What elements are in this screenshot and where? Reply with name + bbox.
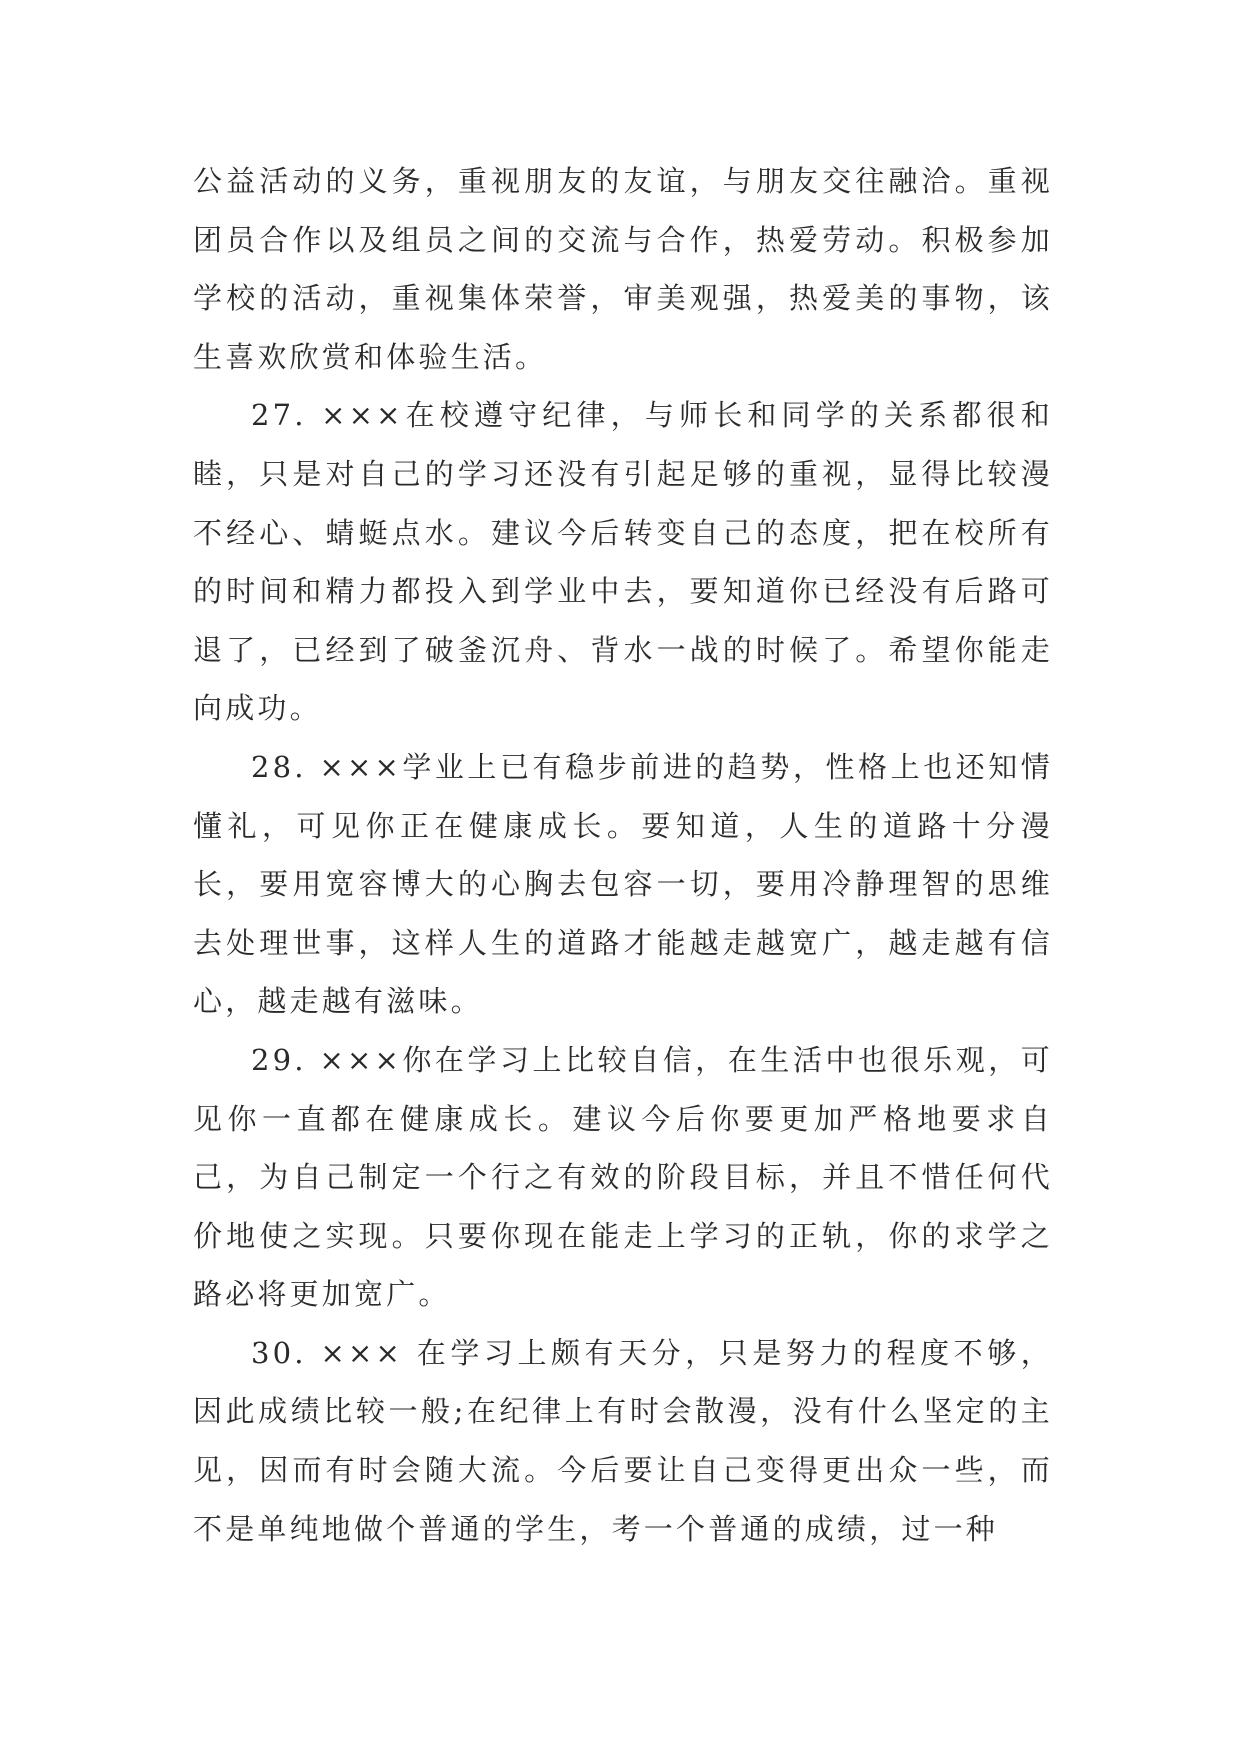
paragraph-comment-28: 28. ×××学业上已有稳步前进的趋势，性格上也还知情懂礼，可见你正在健康成长。要知道，人生的道路十分漫长，要用宽容博大的心胸去包容一切，要用冷静理智的思维去处理世事，这样人生的道路才能越走越宽广，越走越有信心，越走越有滋味。: [193, 749, 1053, 1019]
paragraph-comment-30: 30. ××× 在学习上颇有天分，只是努力的程度不够，因此成绩比较一般;在纪律上有时会散漫，没有什么坚定的主见，因而有时会随大流。今后要让自己变得更出众一些，而不是单纯地做个普通的学生，考一个普通的成绩，过一种: [193, 1335, 1053, 1546]
paragraph-continuation: 公益活动的义务，重视朋友的友谊，与朋友交往融洽。重视团员合作以及组员之间的交流与合作，热爱劳动。积极参加学校的活动，重视集体荣誉，审美观强，热爱美的事物，该生喜欢欣赏和体验生活。: [193, 164, 1053, 374]
document-body: [193, 152, 1053, 1558]
paragraph-comment-29: 29. ×××你在学习上比较自信，在生活中也很乐观，可见你一直都在健康成长。建议今后你要更加严格地要求自己，为自己制定一个行之有效的阶段目标，并且不惜任何代价地使之实现。只要你现在能走上学习的正轨，你的求学之路必将更加宽广。: [193, 1042, 1053, 1312]
paragraph-comment-27: 27. ×××在校遵守纪律，与师长和同学的关系都很和睦，只是对自己的学习还没有引起足够的重视，显得比较漫不经心、蜻蜓点水。建议今后转变自己的态度，把在校所有的时间和精力都投入到学业中去，要知道你已经没有后路可退了，已经到了破釜沉舟、背水一战的时候了。希望你能走向成功。: [193, 398, 1053, 726]
